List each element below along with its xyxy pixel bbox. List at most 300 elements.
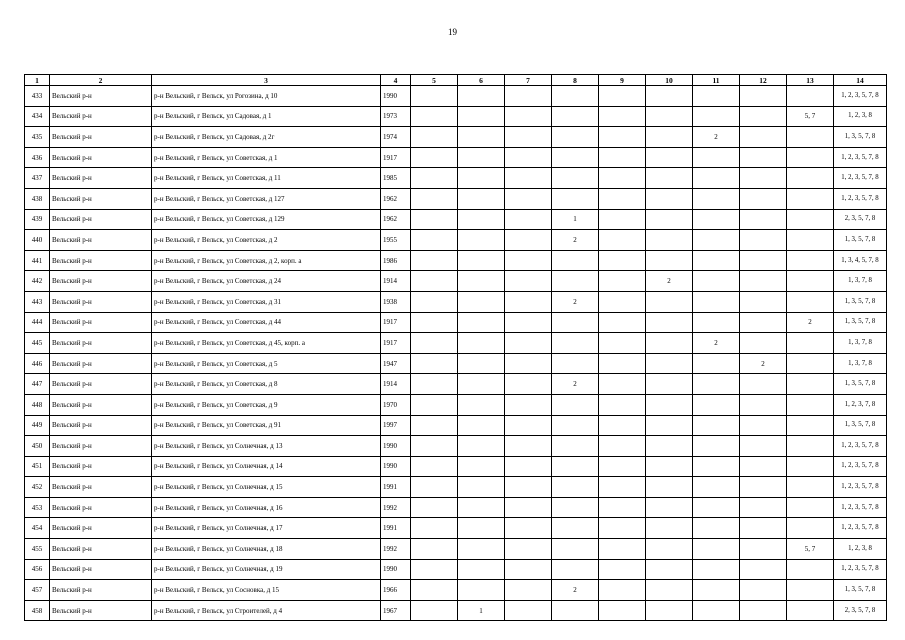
col5-cell	[411, 147, 458, 168]
table-row	[25, 209, 887, 230]
col9-cell	[599, 374, 646, 395]
row-number: 440	[25, 230, 50, 251]
col11-cell	[693, 86, 740, 107]
col14-cell: 1, 3, 4, 5, 7, 8	[834, 250, 887, 271]
col9-cell	[599, 168, 646, 189]
col10-cell	[646, 250, 693, 271]
col7-cell	[505, 436, 552, 457]
col9-cell	[599, 477, 646, 498]
col10-cell	[646, 539, 693, 560]
col10-cell	[646, 497, 693, 518]
district-cell: Вельский р-н	[50, 436, 152, 457]
year-cell: 1974	[381, 127, 411, 148]
table-row	[25, 394, 887, 415]
row-number: 438	[25, 188, 50, 209]
district-cell: Вельский р-н	[50, 600, 152, 621]
col9-cell	[599, 497, 646, 518]
year-cell: 1991	[381, 518, 411, 539]
col14-cell: 1, 2, 3, 5, 7, 8	[834, 168, 887, 189]
col9-cell	[599, 580, 646, 601]
col14-cell: 1, 2, 3, 7, 8	[834, 394, 887, 415]
address-cell: р-н Вельский, г Вельск, ул Солнечная, д 15	[152, 477, 381, 498]
col6-cell	[458, 436, 505, 457]
col11-cell	[693, 353, 740, 374]
col10-cell	[646, 209, 693, 230]
col14-cell: 1, 3, 7, 8	[834, 333, 887, 354]
col11-cell	[693, 374, 740, 395]
col10-cell	[646, 518, 693, 539]
col11-cell	[693, 394, 740, 415]
col13-cell	[787, 333, 834, 354]
col10-cell	[646, 374, 693, 395]
col5-cell	[411, 333, 458, 354]
col12-cell	[740, 147, 787, 168]
district-cell: Вельский р-н	[50, 168, 152, 189]
col13-cell	[787, 127, 834, 148]
col5-cell	[411, 312, 458, 333]
col13-cell	[787, 250, 834, 271]
year-cell: 1990	[381, 436, 411, 457]
column-header: 14	[834, 75, 887, 86]
table-row	[25, 230, 887, 251]
col14-cell: 1, 2, 3, 5, 7, 8	[834, 477, 887, 498]
header-row	[25, 75, 887, 86]
col11-cell	[693, 147, 740, 168]
address-cell: р-н Вельский, г Вельск, ул Солнечная, д 18	[152, 539, 381, 560]
year-cell: 1997	[381, 415, 411, 436]
col8-cell	[552, 477, 599, 498]
address-cell: р-н Вельский, г Вельск, ул Советская, д 1	[152, 147, 381, 168]
table-row	[25, 147, 887, 168]
address-cell: р-н Вельский, г Вельск, ул Советская, д 11	[152, 168, 381, 189]
column-header: 1	[25, 75, 50, 86]
col8-cell	[552, 539, 599, 560]
col5-cell	[411, 86, 458, 107]
col13-cell	[787, 353, 834, 374]
column-header: 4	[381, 75, 411, 86]
col6-cell	[458, 518, 505, 539]
col10-cell	[646, 353, 693, 374]
col12-cell	[740, 539, 787, 560]
col6-cell	[458, 333, 505, 354]
year-cell: 1914	[381, 374, 411, 395]
year-cell: 1973	[381, 106, 411, 127]
table-row	[25, 518, 887, 539]
col9-cell	[599, 312, 646, 333]
col7-cell	[505, 415, 552, 436]
col10-cell	[646, 600, 693, 621]
district-cell: Вельский р-н	[50, 291, 152, 312]
col5-cell	[411, 539, 458, 560]
col13-cell	[787, 209, 834, 230]
col13-cell	[787, 394, 834, 415]
col6-cell	[458, 209, 505, 230]
col7-cell	[505, 312, 552, 333]
col12-cell	[740, 106, 787, 127]
col14-cell: 1, 2, 3, 8	[834, 539, 887, 560]
col14-cell: 1, 2, 3, 5, 7, 8	[834, 518, 887, 539]
col12-cell	[740, 580, 787, 601]
table-row	[25, 127, 887, 148]
col11-cell	[693, 436, 740, 457]
col11-cell	[693, 312, 740, 333]
row-number: 455	[25, 539, 50, 560]
col5-cell	[411, 353, 458, 374]
col5-cell	[411, 559, 458, 580]
col12-cell	[740, 209, 787, 230]
year-cell: 1990	[381, 456, 411, 477]
col14-cell: 1, 3, 7, 8	[834, 353, 887, 374]
column-header: 12	[740, 75, 787, 86]
col9-cell	[599, 394, 646, 415]
col8-cell	[552, 168, 599, 189]
table-row	[25, 188, 887, 209]
col12-cell	[740, 291, 787, 312]
col6-cell	[458, 312, 505, 333]
col6-cell	[458, 580, 505, 601]
col9-cell	[599, 518, 646, 539]
col5-cell	[411, 600, 458, 621]
col13-cell	[787, 580, 834, 601]
col10-cell	[646, 394, 693, 415]
col6-cell	[458, 250, 505, 271]
address-cell: р-н Вельский, г Вельск, ул Солнечная, д 17	[152, 518, 381, 539]
col5-cell	[411, 580, 458, 601]
district-cell: Вельский р-н	[50, 518, 152, 539]
col14-cell: 1, 3, 5, 7, 8	[834, 291, 887, 312]
col10-cell	[646, 147, 693, 168]
col13-cell	[787, 188, 834, 209]
col10-cell	[646, 456, 693, 477]
district-cell: Вельский р-н	[50, 333, 152, 354]
col5-cell	[411, 394, 458, 415]
col9-cell	[599, 415, 646, 436]
col12-cell: 2	[740, 353, 787, 374]
address-cell: р-н Вельский, г Вельск, ул Рогозина, д 10	[152, 86, 381, 107]
col12-cell	[740, 415, 787, 436]
col14-cell: 2, 3, 5, 7, 8	[834, 209, 887, 230]
col12-cell	[740, 127, 787, 148]
col7-cell	[505, 353, 552, 374]
col14-cell: 1, 3, 5, 7, 8	[834, 415, 887, 436]
col10-cell	[646, 168, 693, 189]
col12-cell	[740, 559, 787, 580]
col9-cell	[599, 456, 646, 477]
col9-cell	[599, 539, 646, 560]
col8-cell: 1	[552, 209, 599, 230]
col6-cell	[458, 394, 505, 415]
district-cell: Вельский р-н	[50, 477, 152, 498]
col7-cell	[505, 188, 552, 209]
district-cell: Вельский р-н	[50, 456, 152, 477]
col9-cell	[599, 106, 646, 127]
col5-cell	[411, 250, 458, 271]
col6-cell	[458, 147, 505, 168]
table-row	[25, 106, 887, 127]
col5-cell	[411, 271, 458, 292]
table-row	[25, 86, 887, 107]
col14-cell: 1, 3, 5, 7, 8	[834, 230, 887, 251]
table-row	[25, 415, 887, 436]
row-number: 444	[25, 312, 50, 333]
address-cell: р-н Вельский, г Вельск, ул Сосновка, д 15	[152, 580, 381, 601]
row-number: 435	[25, 127, 50, 148]
col14-cell: 1, 2, 3, 5, 7, 8	[834, 436, 887, 457]
col8-cell	[552, 353, 599, 374]
district-cell: Вельский р-н	[50, 497, 152, 518]
col13-cell	[787, 86, 834, 107]
year-cell: 1917	[381, 333, 411, 354]
col13-cell	[787, 271, 834, 292]
year-cell: 1955	[381, 230, 411, 251]
district-cell: Вельский р-н	[50, 271, 152, 292]
year-cell: 1986	[381, 250, 411, 271]
col13-cell: 2	[787, 312, 834, 333]
district-cell: Вельский р-н	[50, 209, 152, 230]
col12-cell	[740, 477, 787, 498]
column-header: 5	[411, 75, 458, 86]
district-cell: Вельский р-н	[50, 86, 152, 107]
col12-cell	[740, 497, 787, 518]
col14-cell: 1, 3, 5, 7, 8	[834, 312, 887, 333]
column-header: 10	[646, 75, 693, 86]
col5-cell	[411, 168, 458, 189]
col12-cell	[740, 374, 787, 395]
col11-cell	[693, 518, 740, 539]
col9-cell	[599, 86, 646, 107]
col9-cell	[599, 209, 646, 230]
col8-cell	[552, 250, 599, 271]
col5-cell	[411, 291, 458, 312]
col6-cell	[458, 168, 505, 189]
col6-cell	[458, 291, 505, 312]
table-row	[25, 250, 887, 271]
row-number: 443	[25, 291, 50, 312]
year-cell: 1970	[381, 394, 411, 415]
col6-cell	[458, 230, 505, 251]
col9-cell	[599, 127, 646, 148]
column-header: 3	[152, 75, 381, 86]
district-cell: Вельский р-н	[50, 394, 152, 415]
col14-cell: 1, 2, 3, 5, 7, 8	[834, 188, 887, 209]
table-row	[25, 312, 887, 333]
address-cell: р-н Вельский, г Вельск, ул Садовая, д 2г	[152, 127, 381, 148]
col8-cell	[552, 106, 599, 127]
col14-cell: 1, 2, 3, 5, 7, 8	[834, 456, 887, 477]
col6-cell	[458, 374, 505, 395]
col5-cell	[411, 209, 458, 230]
col8-cell	[552, 147, 599, 168]
col6-cell	[458, 456, 505, 477]
col13-cell: 5, 7	[787, 539, 834, 560]
col8-cell: 2	[552, 580, 599, 601]
col10-cell	[646, 188, 693, 209]
col13-cell	[787, 291, 834, 312]
col9-cell	[599, 353, 646, 374]
col13-cell	[787, 436, 834, 457]
col6-cell	[458, 106, 505, 127]
address-cell: р-н Вельский, г Вельск, ул Солнечная, д 16	[152, 497, 381, 518]
col10-cell	[646, 333, 693, 354]
col10-cell	[646, 415, 693, 436]
address-cell: р-н Вельский, г Вельск, ул Советская, д 9	[152, 394, 381, 415]
col12-cell	[740, 518, 787, 539]
col12-cell	[740, 188, 787, 209]
col13-cell	[787, 147, 834, 168]
row-number: 454	[25, 518, 50, 539]
address-cell: р-н Вельский, г Вельск, ул Советская, д 2	[152, 230, 381, 251]
table-row	[25, 580, 887, 601]
row-number: 446	[25, 353, 50, 374]
table-row	[25, 271, 887, 292]
col7-cell	[505, 168, 552, 189]
col8-cell	[552, 559, 599, 580]
district-cell: Вельский р-н	[50, 127, 152, 148]
address-cell: р-н Вельский, г Вельск, ул Советская, д 31	[152, 291, 381, 312]
year-cell: 1990	[381, 86, 411, 107]
row-number: 456	[25, 559, 50, 580]
column-header: 8	[552, 75, 599, 86]
col11-cell	[693, 600, 740, 621]
year-cell: 1962	[381, 209, 411, 230]
col9-cell	[599, 147, 646, 168]
col11-cell	[693, 188, 740, 209]
col6-cell	[458, 188, 505, 209]
year-cell: 1938	[381, 291, 411, 312]
col7-cell	[505, 333, 552, 354]
col7-cell	[505, 291, 552, 312]
col8-cell	[552, 518, 599, 539]
col10-cell: 2	[646, 271, 693, 292]
row-number: 457	[25, 580, 50, 601]
col12-cell	[740, 168, 787, 189]
year-cell: 1914	[381, 271, 411, 292]
row-number: 458	[25, 600, 50, 621]
col7-cell	[505, 394, 552, 415]
district-cell: Вельский р-н	[50, 415, 152, 436]
col10-cell	[646, 477, 693, 498]
col8-cell: 2	[552, 291, 599, 312]
col11-cell	[693, 497, 740, 518]
year-cell: 1990	[381, 559, 411, 580]
col11-cell	[693, 271, 740, 292]
row-number: 451	[25, 456, 50, 477]
col14-cell: 1, 3, 5, 7, 8	[834, 127, 887, 148]
address-cell: р-н Вельский, г Вельск, ул Советская, д 45, корп. а	[152, 333, 381, 354]
table-row	[25, 374, 887, 395]
col5-cell	[411, 374, 458, 395]
district-cell: Вельский р-н	[50, 353, 152, 374]
table-row	[25, 436, 887, 457]
col11-cell	[693, 539, 740, 560]
table-row	[25, 291, 887, 312]
col10-cell	[646, 106, 693, 127]
col14-cell: 1, 2, 3, 5, 7, 8	[834, 147, 887, 168]
col13-cell	[787, 168, 834, 189]
col5-cell	[411, 456, 458, 477]
district-cell: Вельский р-н	[50, 559, 152, 580]
column-header: 2	[50, 75, 152, 86]
col5-cell	[411, 497, 458, 518]
table-row	[25, 539, 887, 560]
row-number: 439	[25, 209, 50, 230]
col7-cell	[505, 497, 552, 518]
row-number: 442	[25, 271, 50, 292]
year-cell: 1917	[381, 312, 411, 333]
col12-cell	[740, 230, 787, 251]
buildings-table	[24, 74, 887, 621]
district-cell: Вельский р-н	[50, 539, 152, 560]
year-cell: 1917	[381, 147, 411, 168]
col11-cell	[693, 415, 740, 436]
col10-cell	[646, 580, 693, 601]
col10-cell	[646, 559, 693, 580]
col5-cell	[411, 188, 458, 209]
col13-cell: 5, 7	[787, 106, 834, 127]
col6-cell	[458, 415, 505, 436]
col14-cell: 2, 3, 5, 7, 8	[834, 600, 887, 621]
col6-cell	[458, 539, 505, 560]
col8-cell	[552, 600, 599, 621]
col8-cell	[552, 415, 599, 436]
col7-cell	[505, 559, 552, 580]
col12-cell	[740, 86, 787, 107]
year-cell: 1992	[381, 497, 411, 518]
col7-cell	[505, 477, 552, 498]
table-row	[25, 456, 887, 477]
col7-cell	[505, 271, 552, 292]
col11-cell	[693, 106, 740, 127]
col6-cell	[458, 86, 505, 107]
col6-cell	[458, 353, 505, 374]
col12-cell	[740, 456, 787, 477]
col14-cell: 1, 2, 3, 8	[834, 106, 887, 127]
col11-cell	[693, 559, 740, 580]
year-cell: 1991	[381, 477, 411, 498]
col12-cell	[740, 333, 787, 354]
col13-cell	[787, 230, 834, 251]
col14-cell: 1, 2, 3, 5, 7, 8	[834, 86, 887, 107]
col14-cell: 1, 3, 7, 8	[834, 271, 887, 292]
col10-cell	[646, 127, 693, 148]
col8-cell	[552, 456, 599, 477]
col7-cell	[505, 106, 552, 127]
year-cell: 1962	[381, 188, 411, 209]
district-cell: Вельский р-н	[50, 312, 152, 333]
col9-cell	[599, 230, 646, 251]
col13-cell	[787, 415, 834, 436]
col13-cell	[787, 600, 834, 621]
col8-cell	[552, 497, 599, 518]
col10-cell	[646, 436, 693, 457]
col6-cell	[458, 559, 505, 580]
district-cell: Вельский р-н	[50, 188, 152, 209]
col8-cell	[552, 188, 599, 209]
col12-cell	[740, 312, 787, 333]
col7-cell	[505, 230, 552, 251]
col6-cell	[458, 497, 505, 518]
col7-cell	[505, 600, 552, 621]
column-header: 11	[693, 75, 740, 86]
table-row	[25, 559, 887, 580]
row-number: 433	[25, 86, 50, 107]
col9-cell	[599, 333, 646, 354]
col11-cell: 2	[693, 333, 740, 354]
row-number: 434	[25, 106, 50, 127]
col7-cell	[505, 374, 552, 395]
address-cell: р-н Вельский, г Вельск, ул Солнечная, д 14	[152, 456, 381, 477]
address-cell: р-н Вельский, г Вельск, ул Советская, д 5	[152, 353, 381, 374]
